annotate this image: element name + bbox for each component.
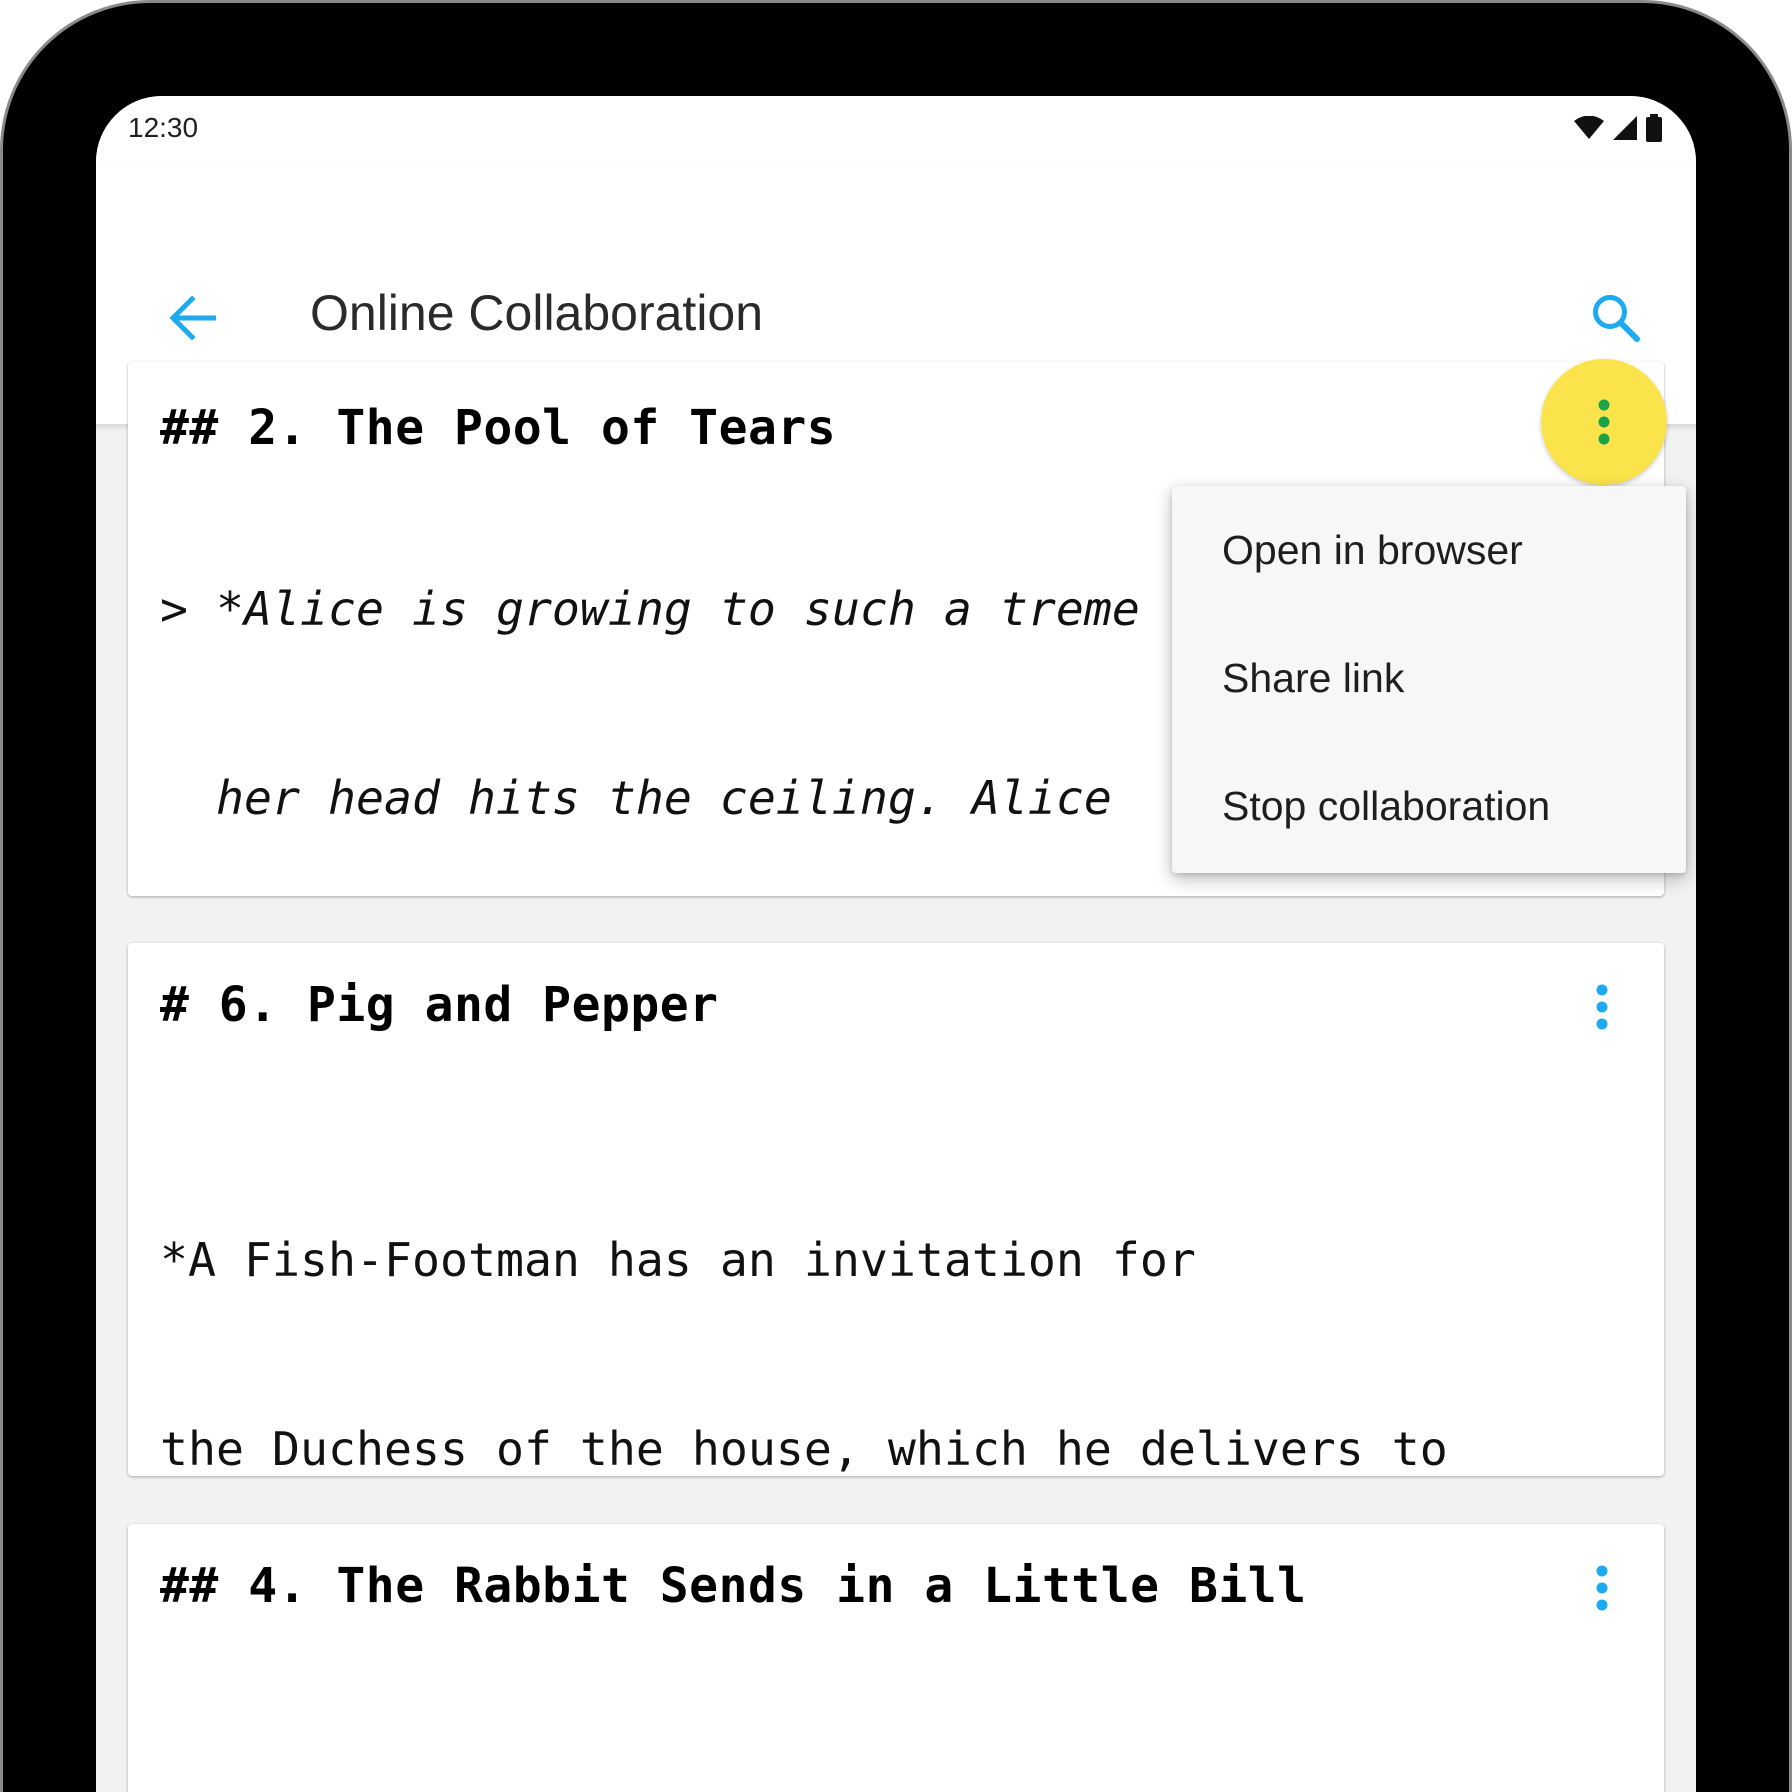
menu-item-share-link[interactable]: Share link [1222, 654, 1405, 701]
more-options-button-active[interactable] [1541, 359, 1667, 485]
status-bar [96, 96, 1696, 166]
note-body [160, 452, 1140, 896]
note-body-line: > *Alice is growing to such a treme [160, 582, 1140, 636]
note-heading: ## 2. The Pool of Tears [160, 400, 837, 456]
page-title: Online Collaboration [310, 285, 764, 341]
back-button[interactable] [160, 286, 224, 350]
status-time: 12:30 [128, 112, 199, 143]
note-card[interactable] [128, 1524, 1664, 1792]
more-vert-icon [1595, 1565, 1609, 1611]
note-body [160, 1103, 1448, 1476]
menu-item-open-in-browser[interactable]: Open in browser [1222, 526, 1523, 573]
note-body-line: *A Fish-Footman has an invitation for [160, 1233, 1196, 1287]
arrow-left-icon [168, 296, 216, 340]
note-body-line: the Duchess of the house, which he delivers to [160, 1422, 1448, 1476]
more-vert-icon [1597, 399, 1611, 445]
overflow-menu [1172, 486, 1686, 873]
more-vert-icon [1595, 984, 1609, 1030]
more-options-button[interactable] [1574, 1560, 1630, 1616]
note-heading: ## 4. The Rabbit Sends in a Little Bill [160, 1558, 1307, 1614]
note-body [160, 1684, 1392, 1792]
screen [96, 96, 1696, 1792]
note-body-line: her head hits the ceiling. Alice [160, 771, 1112, 825]
wifi-icon [1574, 116, 1604, 140]
battery-icon [1646, 114, 1662, 142]
search-button[interactable] [1582, 284, 1648, 350]
note-card[interactable] [128, 943, 1664, 1476]
cellular-signal-icon [1612, 115, 1638, 141]
status-icons [1574, 114, 1662, 142]
note-heading: # 6. Pig and Pepper [160, 977, 719, 1033]
more-options-button[interactable] [1574, 979, 1630, 1035]
menu-item-stop-collaboration[interactable]: Stop collaboration [1222, 782, 1551, 829]
search-icon [1590, 292, 1640, 342]
